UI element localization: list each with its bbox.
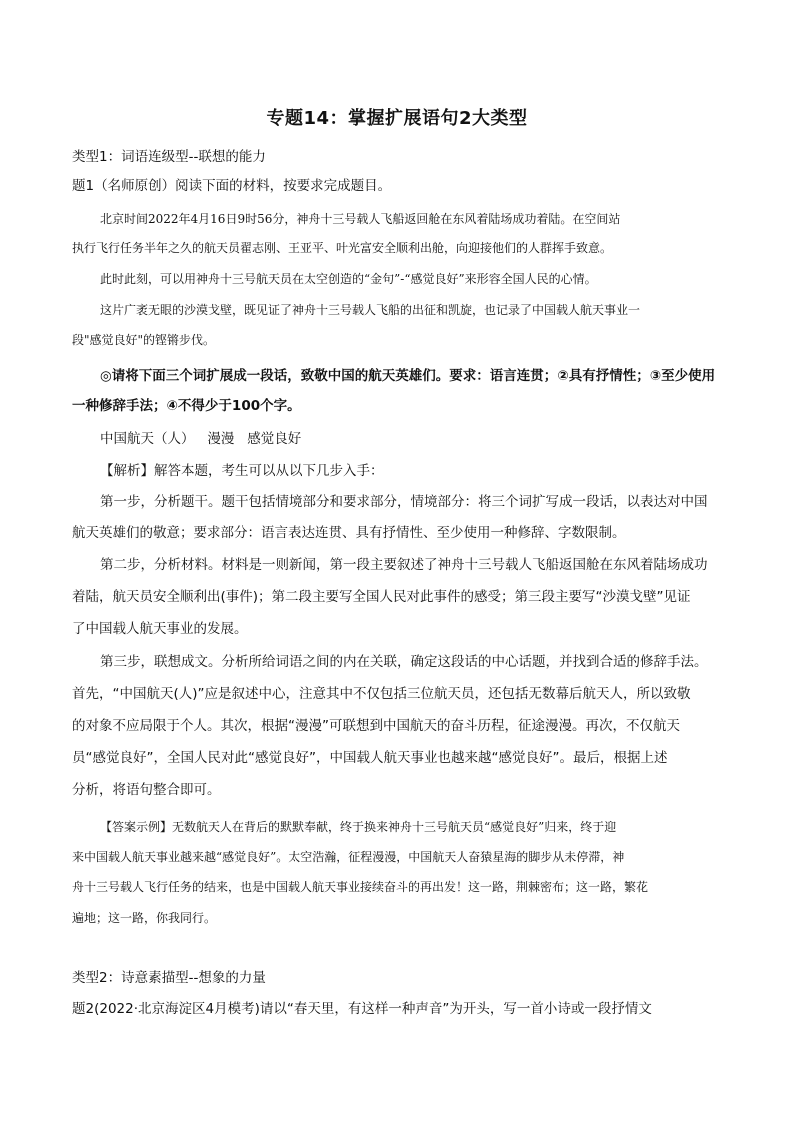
analysis-line: 着陆，航天员安全顺利出(事件)；第二段主要写全国人民对此事件的感受；第三段主要写“沙漠戈壁”见证	[72, 589, 691, 605]
analysis-line: 【解析】解答本题，考生可以从以下几步入手：	[100, 463, 384, 479]
material-line: 执行飞行任务半年之久的航天员翟志刚、王亚平、叶光富安全顺利出舱，向迎接他们的人群挥手致意。	[72, 241, 613, 255]
analysis-line: 的对象不应局限于个人。其次，根据“漫漫”可联想到中国航天的奋斗历程，征途漫漫。再次，不仅航天	[72, 718, 680, 734]
analysis-line: 员“感觉良好”，全国人民对此“感觉良好”，中国载人航天事业也越来越“感觉良好”。最后，根据上述	[72, 750, 668, 766]
requirement-line: ◎请将下面三个词扩展成一段话，致敬中国的航天英雄们。要求：语言连贯；②具有抒情性；③至少使用	[100, 368, 716, 384]
answer-line: 来中国载人航天事业越来越“感觉良好”。太空浩瀚，征程漫漫，中国航天人奋猿星海的脚步从未停滞，神	[72, 850, 625, 864]
type1-heading: 类型1：词语连级型--联想的能力	[72, 149, 266, 165]
analysis-line: 了中国载人航天事业的发展。	[72, 621, 248, 637]
analysis-line: 分析，将语句整合即可。	[72, 782, 221, 798]
answer-line: 遍地；这一路，你我同行。	[72, 911, 217, 925]
analysis-line: 航天英雄们的敬意；要求部分：语言表达连贯、具有抒情性、至少使用一种修辞、字数限制。	[72, 525, 626, 541]
page-title: 专题14：掌握扩展语句2大类型	[266, 108, 528, 129]
material-line: 段"感觉良好"的铿锵步伐。	[72, 333, 216, 347]
requirement-line: 一种修辞手法；④不得少于100个字。	[72, 398, 301, 414]
answer-line: 【答案示例】无数航天人在背后的默默奉献，终于换来神舟十三号航天员“感觉良好”归来，终于迎	[100, 820, 617, 834]
answer-line: 舟十三号载人飞行任务的结来，也是中国载人航天事业接续奋斗的再出发！这一路，荆棘密布；这一路，繁花	[72, 880, 649, 894]
question-2: 题2(2022·北京海淀区4月模考)请以“春天里，有这样一种声音”为开头，写一首小诗或一段抒情文	[72, 1001, 652, 1017]
analysis-line: 第二步，分析材料。材料是一则新闻，第一段主要叙述了神舟十三号载人飞船返国舱在东风着陆场成功	[100, 557, 708, 573]
type2-heading: 类型2：诗意素描型--想象的力量	[72, 970, 266, 986]
material-line: 此时此刻，可以用神舟十三号航天员在太空创造的“金句”-“感觉良好”来形容全国人民的心情。	[100, 272, 597, 286]
analysis-line: 第一步，分析题干。题干包括情境部分和要求部分，情境部分：将三个词扩写成一段话，以表达对中国	[100, 494, 708, 510]
question-1: 题1（名师原创）阅读下面的材料，按要求完成题目。	[72, 178, 392, 194]
analysis-line: 首先，“中国航天(人)”应是叙述中心，注意其中不仅包括三位航天员，还包括无数幕后航天人，所以致敬	[72, 686, 691, 702]
material-line: 这片广袤无眼的沙漠戈壁，既见证了神舟十三号载人飞船的出征和凯旋，也记录了中国载人航天事业一	[100, 303, 641, 317]
analysis-line: 第三步，联想成文。分析所给词语之间的内在关联，确定这段话的中心话题，并找到合适的修辞手法。	[100, 654, 708, 670]
given-words: 中国航天（人） 漫漫 感觉良好	[100, 431, 302, 447]
material-line: 北京时间2022年4月16日9时56分，神舟十三号载人飞船返回舱在东风着陆场成功着陆。在空间站	[100, 212, 621, 226]
